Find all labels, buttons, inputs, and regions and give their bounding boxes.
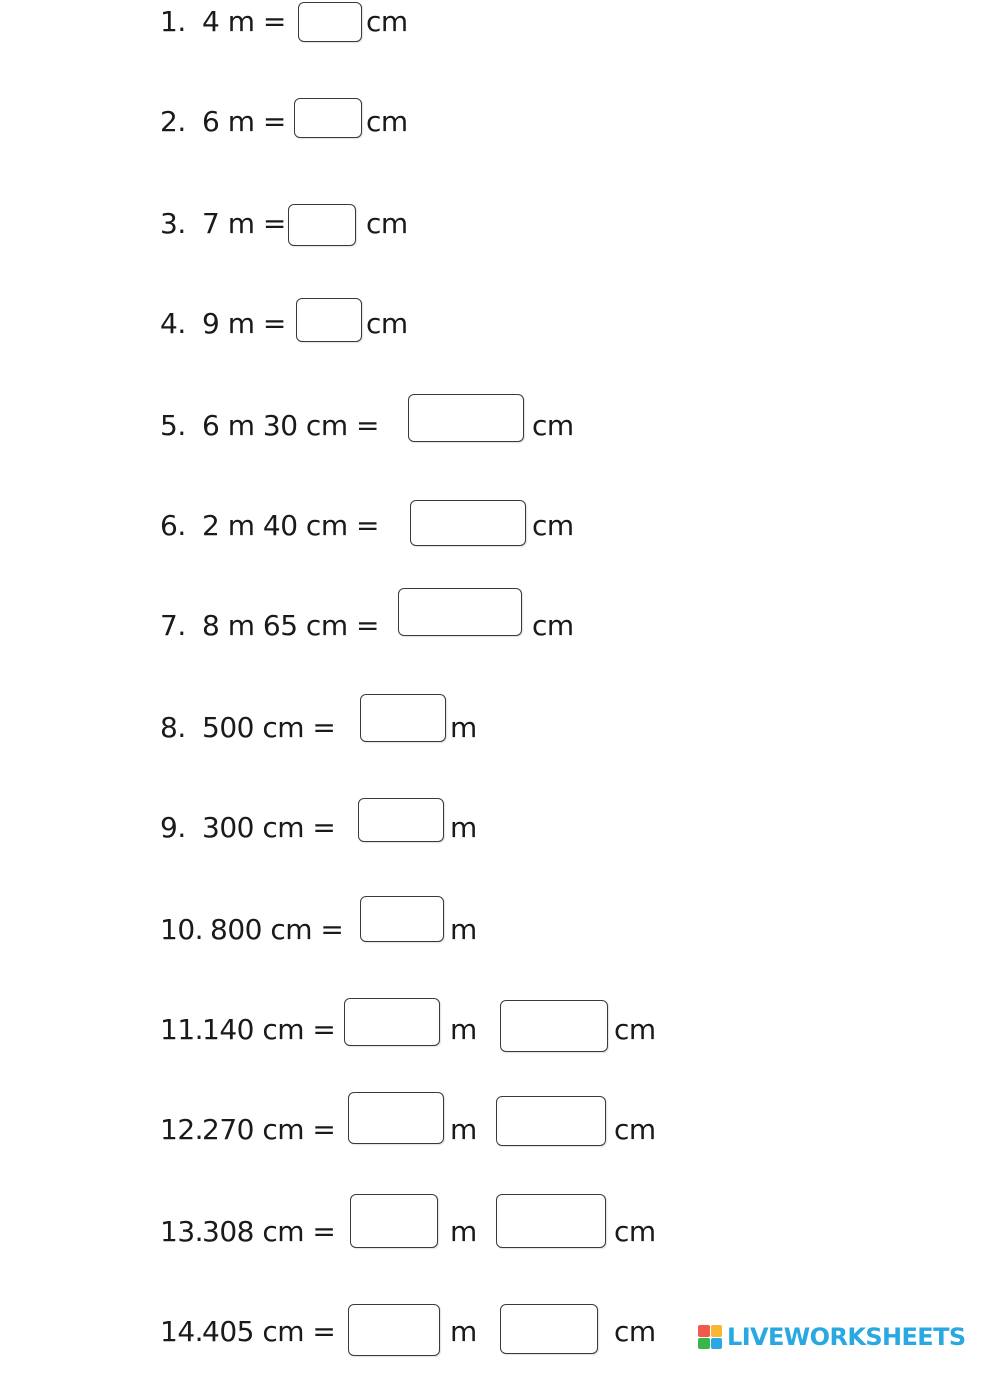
unit-label: cm (532, 409, 574, 442)
question-number: 9. (160, 811, 186, 844)
question-expression: 500 cm = (202, 711, 336, 744)
question-number: 14. (160, 1315, 204, 1348)
question-row (160, 1013, 720, 1072)
question-number: 12. (160, 1113, 204, 1146)
unit-label: cm (614, 1315, 656, 1348)
answer-input[interactable] (501, 1001, 607, 1051)
question-expression: 9 m = (202, 307, 286, 340)
question-expression: 800 cm = (210, 913, 344, 946)
answer-box[interactable] (298, 2, 362, 42)
answer-box[interactable] (350, 1194, 438, 1248)
unit-label: m (450, 913, 477, 946)
unit-label: cm (366, 207, 408, 240)
question-number: 3. (160, 207, 186, 240)
liveworksheets-logo-icon (698, 1325, 722, 1349)
question-expression: 6 m = (202, 105, 286, 138)
answer-input[interactable] (497, 1097, 605, 1145)
question-expression: 405 cm = (202, 1315, 336, 1348)
answer-input[interactable] (299, 3, 361, 41)
answer-box[interactable] (500, 1304, 598, 1354)
question-expression: 6 m 30 cm = (202, 409, 379, 442)
question-row (160, 811, 720, 870)
question-expression: 140 cm = (202, 1013, 336, 1046)
unit-label: m (450, 1215, 477, 1248)
answer-input[interactable] (497, 1195, 605, 1247)
answer-box[interactable] (360, 896, 444, 942)
question-row (160, 105, 720, 164)
question-number: 5. (160, 409, 186, 442)
liveworksheets-brand (698, 1322, 966, 1352)
answer-box[interactable] (348, 1092, 444, 1144)
answer-box[interactable] (360, 694, 446, 742)
unit-label: cm (532, 609, 574, 642)
answer-input[interactable] (361, 897, 443, 941)
answer-input[interactable] (399, 589, 521, 635)
question-expression: 4 m = (202, 5, 286, 38)
unit-label: cm (532, 509, 574, 542)
question-number: 2. (160, 105, 186, 138)
answer-box[interactable] (358, 798, 444, 842)
answer-input[interactable] (349, 1305, 439, 1355)
answer-input[interactable] (409, 395, 523, 441)
answer-box[interactable] (296, 298, 362, 342)
question-row (160, 509, 720, 568)
answer-box[interactable] (398, 588, 522, 636)
answer-box[interactable] (500, 1000, 608, 1052)
answer-input[interactable] (349, 1093, 443, 1143)
question-row (160, 409, 720, 468)
unit-label: m (450, 1315, 477, 1348)
answer-input[interactable] (411, 501, 525, 545)
brand-text: LIVEWORKSHEETS (727, 1323, 966, 1351)
question-expression: 308 cm = (202, 1215, 336, 1248)
answer-box[interactable] (344, 998, 440, 1046)
answer-box[interactable] (348, 1304, 440, 1356)
question-row (160, 1315, 720, 1374)
unit-label: cm (614, 1013, 656, 1046)
unit-label: cm (614, 1215, 656, 1248)
answer-input[interactable] (361, 695, 445, 741)
answer-input[interactable] (295, 99, 361, 137)
question-expression: 7 m = (202, 207, 286, 240)
unit-label: cm (366, 307, 408, 340)
answer-input[interactable] (289, 205, 355, 245)
question-number: 1. (160, 5, 186, 38)
question-expression: 300 cm = (202, 811, 336, 844)
answer-box[interactable] (410, 500, 526, 546)
question-expression: 2 m 40 cm = (202, 509, 379, 542)
unit-label: m (450, 811, 477, 844)
unit-label: cm (366, 105, 408, 138)
answer-box[interactable] (408, 394, 524, 442)
question-row (160, 207, 720, 266)
unit-label: m (450, 1013, 477, 1046)
question-expression: 8 m 65 cm = (202, 609, 379, 642)
unit-label: m (450, 1113, 477, 1146)
question-row (160, 1113, 720, 1172)
answer-input[interactable] (345, 999, 439, 1045)
unit-label: cm (614, 1113, 656, 1146)
question-row (160, 307, 720, 366)
question-number: 7. (160, 609, 186, 642)
answer-input[interactable] (501, 1305, 597, 1353)
answer-box[interactable] (288, 204, 356, 246)
question-number: 8. (160, 711, 186, 744)
question-number: 6. (160, 509, 186, 542)
question-row (160, 609, 720, 668)
answer-input[interactable] (297, 299, 361, 341)
question-number: 4. (160, 307, 186, 340)
answer-input[interactable] (351, 1195, 437, 1247)
question-expression: 270 cm = (202, 1113, 336, 1146)
question-number: 10. (160, 913, 204, 946)
question-number: 11. (160, 1013, 204, 1046)
question-row (160, 913, 720, 972)
answer-box[interactable] (294, 98, 362, 138)
unit-label: cm (366, 5, 408, 38)
question-row (160, 5, 720, 64)
question-row (160, 711, 720, 770)
answer-box[interactable] (496, 1096, 606, 1146)
question-row (160, 1215, 720, 1274)
question-number: 13. (160, 1215, 204, 1248)
answer-input[interactable] (359, 799, 443, 841)
unit-label: m (450, 711, 477, 744)
answer-box[interactable] (496, 1194, 606, 1248)
